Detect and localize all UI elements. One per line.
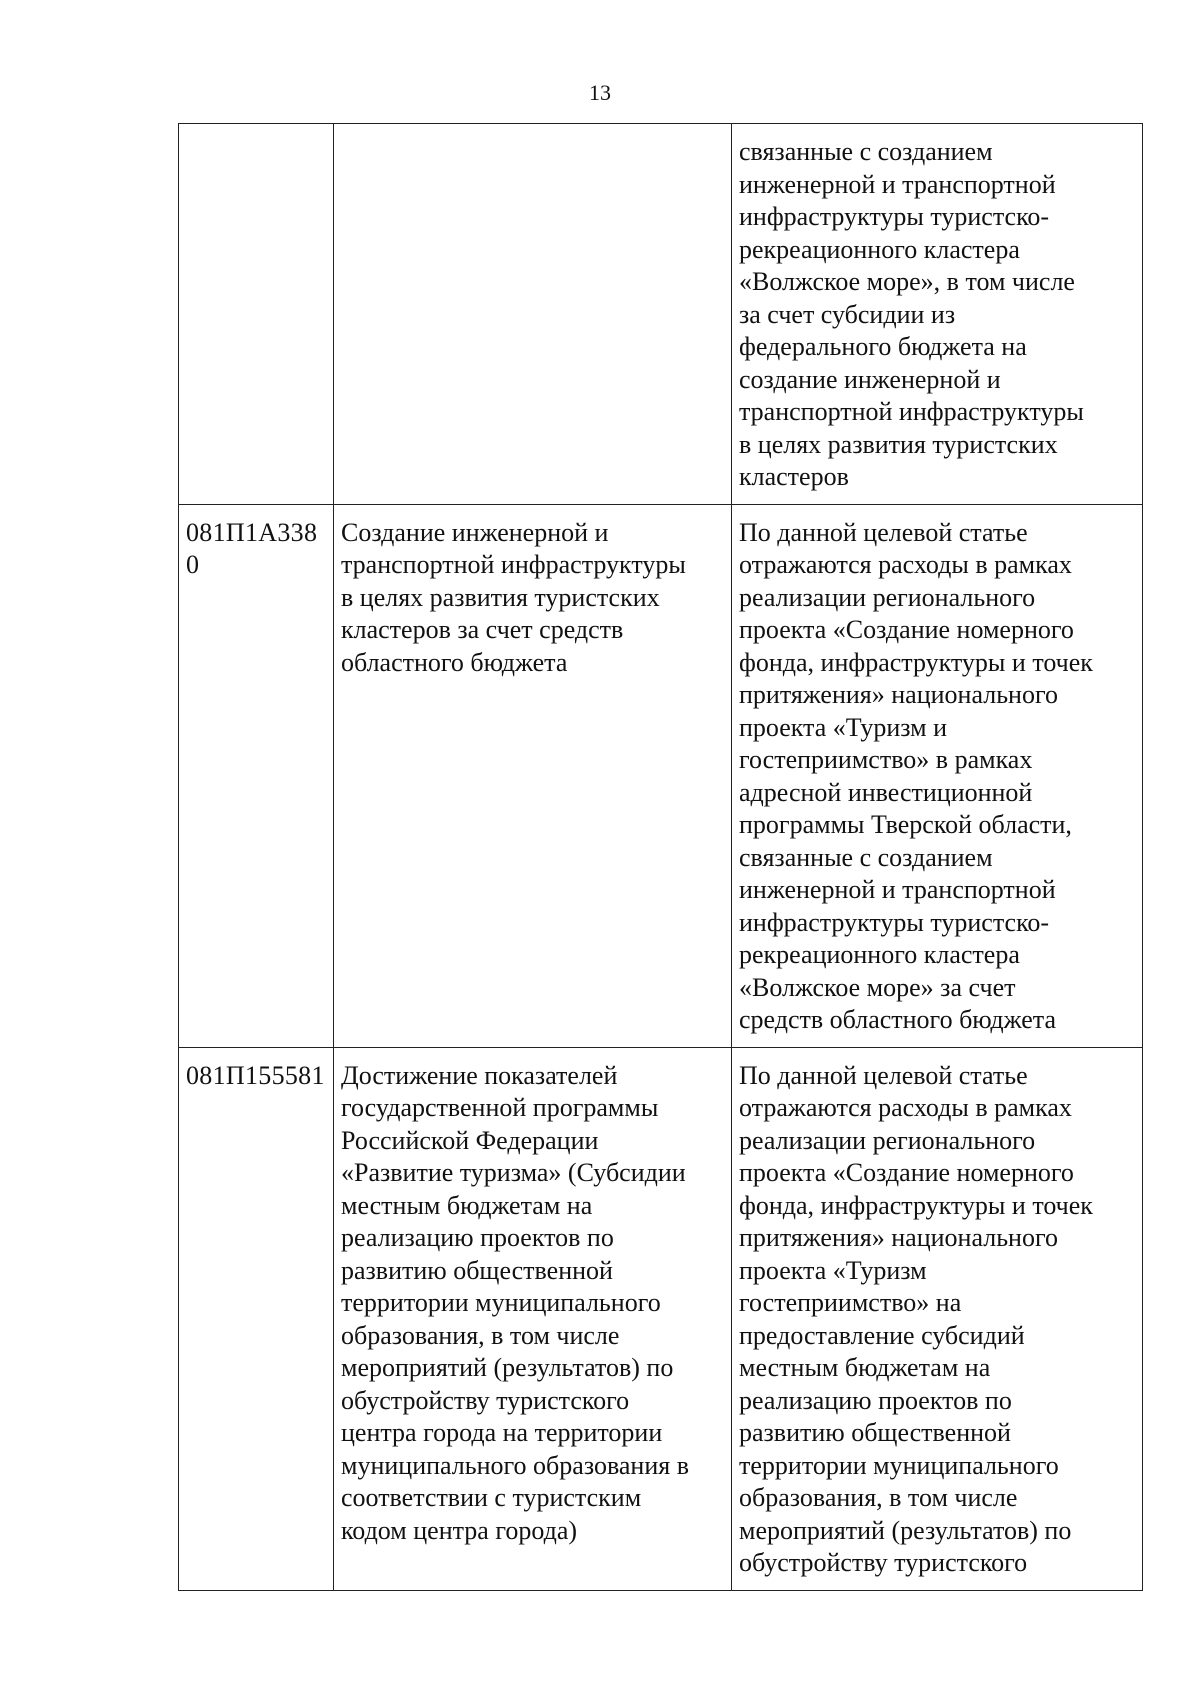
table-row <box>179 504 1143 1047</box>
code-cell: 081П1А3380 <box>179 504 334 1047</box>
description-cell: связанные с созданием инженерной и транспортной инфраструктуры туристско- рекреационного кластера «Волжское море», в том числе за счет субсидии из федерального бюджета на создание инженерной и транспортной инфраструктуры в целях развития туристских кластеров <box>732 124 1143 505</box>
description-cell: По данной целевой статье отражаются расходы в рамках реализации регионального проекта «Создание номерного фонда, инфраструктуры и точек притяжения» национального проекта «Туризм гостеприимство» на предоставление субсидий местным бюджетам на реализацию проектов по развитию общественной территории муниципального образования, в том числе мероприятий (результатов) по обустройству туристского <box>732 1047 1143 1590</box>
table-row <box>179 1047 1143 1590</box>
page-number: 13 <box>589 80 611 105</box>
name-cell: Достижение показателей государственной программы Российской Федерации «Развитие туризма» (Субсидии местным бюджетам на реализацию проектов по развитию общественной территории муниципального образования, в том числе мероприятий (результатов) по обустройству туристского центра города на территории муниципального образования в соответствии с туристским кодом центра города) <box>334 1047 732 1590</box>
table-row <box>179 124 1143 505</box>
budget-codes-table <box>178 123 1143 1591</box>
code-cell <box>179 124 334 505</box>
name-cell <box>334 124 732 505</box>
name-cell: Создание инженерной и транспортной инфраструктуры в целях развития туристских кластеров за счет средств областного бюджета <box>334 504 732 1047</box>
description-cell: По данной целевой статье отражаются расходы в рамках реализации регионального проекта «Создание номерного фонда, инфраструктуры и точек притяжения» национального проекта «Туризм и гостеприимство» в рамках адресной инвестиционной программы Тверской области, связанные с созданием инженерной и транспортной инфраструктуры туристско- рекреационного кластера «Волжское море» за счет средств областного бюджета <box>732 504 1143 1047</box>
code-cell: 081П155581 <box>179 1047 334 1590</box>
